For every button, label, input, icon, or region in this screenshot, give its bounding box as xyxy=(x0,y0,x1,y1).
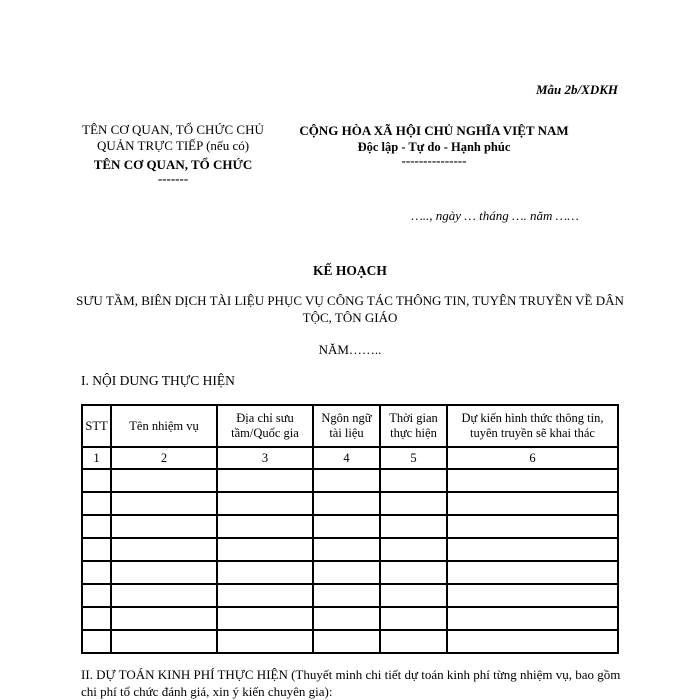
table-cell xyxy=(313,469,380,492)
table-cell xyxy=(313,515,380,538)
document-subtitle: SƯU TẦM, BIÊN DỊCH TÀI LIỆU PHỤC VỤ CÔNG TÁC THÔNG TIN, TUYÊN TRUYỀN VỀ DÂN TỘC, TÔN GIÁO xyxy=(76,293,624,325)
header-cell-language: Ngôn ngữ tài liệu xyxy=(313,405,380,447)
table-cell xyxy=(82,515,111,538)
table-cell xyxy=(217,561,313,584)
column-number-cell: 4 xyxy=(313,447,380,469)
table-cell xyxy=(380,515,447,538)
document-title: KẾ HOẠCH xyxy=(313,263,387,278)
table-cell xyxy=(313,561,380,584)
table-cell xyxy=(313,492,380,515)
table-cell xyxy=(111,584,217,607)
table-cell xyxy=(447,607,618,630)
table-cell xyxy=(447,561,618,584)
agency-name-label: TÊN CƠ QUAN, TỔ CHỨC xyxy=(93,157,253,172)
table-header-row xyxy=(82,405,618,447)
table-cell xyxy=(380,630,447,653)
plan-table xyxy=(81,404,619,654)
parent-agency-label: TÊN CƠ QUAN, TỔ CHỨC CHỦ QUẢN TRỰC TIẾP (nếu có) xyxy=(82,122,264,153)
table-cell xyxy=(447,538,618,561)
table-cell xyxy=(217,469,313,492)
column-number-cell: 6 xyxy=(447,447,618,469)
header-cell-task-name: Tên nhiệm vụ xyxy=(111,405,217,447)
date-line: ….., ngày … tháng …. năm …… xyxy=(411,208,579,223)
table-row xyxy=(82,515,618,538)
section-1-heading: I. NỘI DUNG THỰC HIỆN xyxy=(81,373,235,388)
table-cell xyxy=(380,492,447,515)
year-line: NĂM…….. xyxy=(318,342,382,357)
column-number-cell: 3 xyxy=(217,447,313,469)
section-2-heading: II. DỰ TOÁN KINH PHÍ THỰC HIỆN (Thuyết minh chi tiết dự toán kinh phí từng nhiệm vụ, bao gồm chi phí tổ chức đánh giá, xin ý kiến chuyên gia): xyxy=(81,667,621,699)
table-cell xyxy=(447,584,618,607)
table-row xyxy=(82,630,618,653)
table-cell xyxy=(447,515,618,538)
table-cell xyxy=(217,515,313,538)
header-cell-stt: STT xyxy=(82,405,111,447)
table-cell xyxy=(313,538,380,561)
table-cell xyxy=(111,630,217,653)
header-cell-duration: Thời gian thực hiện xyxy=(380,405,447,447)
agency-separator: ------- xyxy=(157,171,189,186)
column-number-cell: 2 xyxy=(111,447,217,469)
header-cell-propaganda-form: Dự kiến hình thức thông tin, tuyên truyền sẽ khai thác xyxy=(447,405,618,447)
nation-name: CỘNG HÒA XÃ HỘI CHỦ NGHĨA VIỆT NAM xyxy=(299,123,569,138)
header-cell-source-address: Địa chỉ sưu tầm/Quốc gia xyxy=(217,405,313,447)
table-cell xyxy=(313,630,380,653)
column-number-cell: 1 xyxy=(82,447,111,469)
table-cell xyxy=(380,584,447,607)
table-cell xyxy=(380,607,447,630)
table-cell xyxy=(217,607,313,630)
table-cell xyxy=(313,607,380,630)
table-cell xyxy=(447,469,618,492)
table-row xyxy=(82,561,618,584)
table-cell xyxy=(82,584,111,607)
table-cell xyxy=(380,561,447,584)
table-cell xyxy=(447,630,618,653)
table-cell xyxy=(111,492,217,515)
agency-block xyxy=(70,122,276,185)
table-cell xyxy=(111,538,217,561)
table-cell xyxy=(217,538,313,561)
national-header xyxy=(270,122,598,166)
table-cell xyxy=(380,469,447,492)
table-cell xyxy=(111,469,217,492)
table-row xyxy=(82,492,618,515)
table-cell xyxy=(380,538,447,561)
table-cell xyxy=(82,607,111,630)
table-cell xyxy=(82,561,111,584)
table-cell xyxy=(313,584,380,607)
table-cell xyxy=(111,561,217,584)
table-cell xyxy=(82,538,111,561)
table-row xyxy=(82,607,618,630)
table-cell xyxy=(217,630,313,653)
nation-motto: Độc lập - Tự do - Hạnh phúc xyxy=(357,140,511,154)
table-cell xyxy=(217,584,313,607)
table-row xyxy=(82,469,618,492)
column-number-row xyxy=(82,447,618,469)
table-row xyxy=(82,584,618,607)
table-cell xyxy=(111,515,217,538)
column-number-cell: 5 xyxy=(380,447,447,469)
form-code: Mẫu 2b/XDKH xyxy=(536,82,618,97)
table-cell xyxy=(447,492,618,515)
table-cell xyxy=(111,607,217,630)
table-row xyxy=(82,538,618,561)
table-cell xyxy=(82,630,111,653)
nation-separator: --------------- xyxy=(401,153,467,168)
table-cell xyxy=(82,469,111,492)
table-cell xyxy=(82,492,111,515)
table-cell xyxy=(217,492,313,515)
